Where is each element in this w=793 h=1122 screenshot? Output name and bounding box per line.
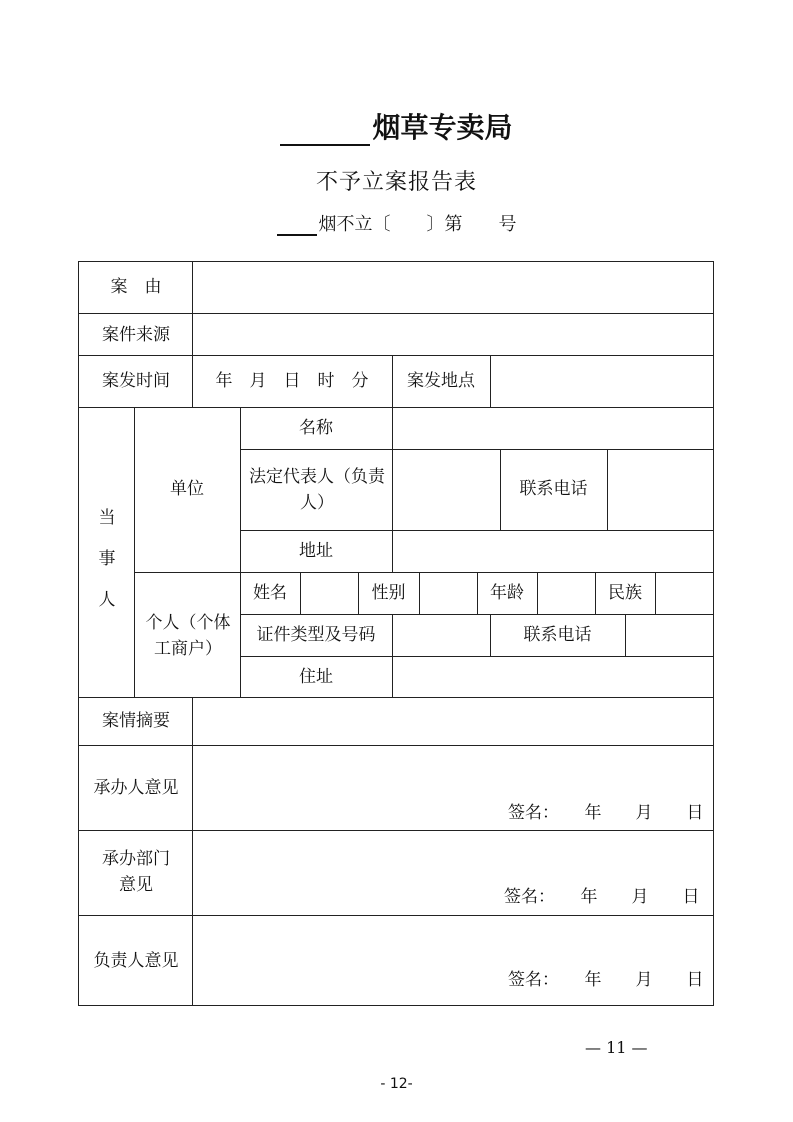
col-line — [419, 572, 420, 614]
row-line — [78, 313, 714, 314]
legal-rep-label: 法定代表人（负责人） — [249, 467, 385, 513]
title-text: 烟草专卖局 — [372, 111, 513, 144]
case-source-label: 案件来源 — [102, 325, 170, 345]
row-line — [78, 830, 714, 831]
gender-label: 性别 — [371, 583, 406, 603]
case-summary-label: 案情摘要 — [102, 711, 170, 731]
handler-signature-line: 签名： 年 月 日 — [508, 803, 704, 823]
col-line — [537, 572, 538, 614]
age-label: 年龄 — [490, 583, 524, 603]
form-subtitle: 不予立案报告表 — [315, 170, 477, 195]
row-line — [240, 530, 714, 531]
dept-opinion-label: 承办部门意见 — [102, 849, 170, 895]
docno-blank-line[interactable] — [277, 216, 317, 236]
col-line — [490, 355, 491, 407]
col-line — [134, 407, 135, 697]
row-line — [78, 697, 714, 698]
id-type-label: 证件类型及号码 — [256, 625, 376, 645]
case-time-label: 案发时间 — [102, 371, 170, 391]
case-location-label: 案发地点 — [407, 371, 475, 391]
document-number — [0, 210, 793, 236]
row-line — [240, 656, 714, 657]
person-phone-label: 联系电话 — [523, 625, 592, 645]
unit-name-label: 名称 — [299, 418, 333, 438]
ethnicity-label: 民族 — [608, 583, 642, 603]
col-line — [607, 449, 608, 530]
document-title — [0, 106, 793, 146]
col-line — [192, 697, 193, 1006]
individual-label: 个人（个体工商户） — [145, 613, 231, 659]
leader-opinion-label: 负责人意见 — [93, 951, 179, 971]
col-line — [655, 572, 656, 614]
person-name-label: 姓名 — [253, 583, 287, 603]
docno-text: 烟不立〔 〕第 号 — [318, 214, 517, 235]
col-line — [300, 572, 301, 614]
row-line — [78, 407, 714, 408]
row-line — [240, 614, 714, 615]
dept-signature-line: 签名： 年 月 日 — [504, 887, 700, 907]
row-line — [78, 355, 714, 356]
time-format-text: 年 月 日 时 分 — [215, 371, 369, 391]
title-blank-line[interactable] — [280, 116, 370, 146]
col-line — [392, 614, 393, 697]
row-line — [78, 915, 714, 916]
col-line — [625, 614, 626, 656]
page-number: - 12- — [380, 1076, 413, 1092]
leader-signature-line: 签名： 年 月 日 — [508, 970, 704, 990]
col-line — [392, 407, 393, 572]
case-reason-label: 案 由 — [110, 277, 162, 297]
party-label: 当 事 人 — [98, 508, 116, 610]
unit-address-label: 地址 — [299, 541, 333, 561]
residence-label: 住址 — [299, 667, 333, 687]
row-line — [134, 572, 714, 573]
unit-label: 单位 — [170, 479, 204, 499]
row-line — [240, 449, 714, 450]
row-line — [78, 745, 714, 746]
handler-opinion-label: 承办人意见 — [93, 778, 179, 798]
page-marker: — 11 — — [585, 1038, 648, 1057]
unit-phone-label: 联系电话 — [519, 479, 588, 499]
